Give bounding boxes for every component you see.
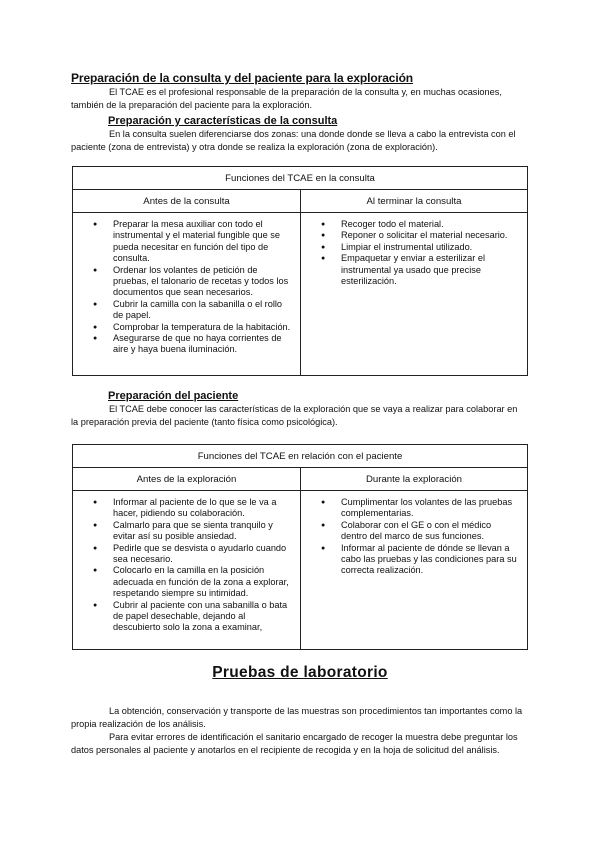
laboratorio-paragraph-2: Para evitar errores de identificación el sanitario encargado de recoger la muestra debe preguntar los datos personales al paciente y anotarlos en el recipiente de recogida y en la hoja de solicitud del análisis.: [71, 732, 518, 756]
list-item: ● Pedirle que se desvista o ayudarlo cuando sea necesario.: [113, 543, 292, 566]
list-item: ● Comprobar la temperatura de la habitación.: [113, 322, 292, 333]
left-cell: [73, 213, 301, 376]
section-title-laboratorio: Pruebas de laboratorio: [212, 664, 388, 681]
right-cell: [301, 491, 528, 650]
list-item: ● Cumplimentar los volantes de las pruebas complementarias.: [341, 497, 519, 520]
list-item: ● Preparar la mesa auxiliar con todo el instrumental y el material fungible que se pueda necesitar en función del tipo de consulta.: [113, 219, 292, 265]
list-item: ● Reponer o solicitar el material necesario.: [341, 230, 519, 241]
table-title: Funciones del TCAE en la consulta: [73, 167, 528, 190]
list-item: ● Recoger todo el material.: [341, 219, 519, 230]
list-item: ● Informar al paciente de lo que se le va a hacer, pidiendo su colaboración.: [113, 497, 292, 520]
list-item: ● Cubrir la camilla con la sabanilla o el rollo de papel.: [113, 299, 292, 322]
list-item: ● Ordenar los volantes de petición de pruebas, el talonario de recetas y todos los documentos que sean necesarios.: [113, 265, 292, 299]
list-item: ● Colaborar con el GE o con el médico dentro del marco de sus funciones.: [341, 520, 519, 543]
list-item: ● Colocarlo en la camilla en la posición adecuada en función de la zona a explorar, respetando siempre su intimidad.: [113, 565, 292, 599]
table-title: Funciones del TCAE en relación con el paciente: [73, 445, 528, 468]
bullet-list: [301, 491, 527, 581]
table-paciente: [72, 444, 528, 650]
bullet-list: [73, 213, 300, 360]
table-consulta: [72, 166, 528, 376]
list-item: ● Limpiar el instrumental utilizado.: [341, 242, 519, 253]
list-item: ● Asegurarse de que no haya corrientes de aire y haya buena iluminación.: [113, 333, 292, 356]
right-cell: [301, 213, 528, 376]
list-item: ● Cubrir al paciente con una sabanilla o bata de papel desechable, dejando al descubierto solo la zona a examinar,: [113, 600, 292, 634]
column-header-right: Durante la exploración: [301, 468, 528, 491]
column-header-left: Antes de la exploración: [73, 468, 301, 491]
list-item: ● Informar al paciente de dónde se llevan a cabo las pruebas y las condiciones para su correcta realización.: [341, 543, 519, 577]
list-item: ● Calmarlo para que se sienta tranquilo y evitar así su posible ansiedad.: [113, 520, 292, 543]
bullet-list: [301, 213, 527, 291]
section-title: Preparación de la consulta y del paciente para la exploración: [71, 71, 414, 85]
subsection-title-consulta: Preparación y características de la consulta: [108, 115, 338, 127]
paciente-description: El TCAE debe conocer las características de la exploración que se vaya a realizar para colaborar en la preparación previa del paciente (tanto física como psicológica).: [71, 404, 518, 428]
column-header-right: Al terminar la consulta: [301, 190, 528, 213]
left-cell: [73, 491, 301, 650]
bullet-list: [73, 491, 300, 638]
laboratorio-paragraph-1: La obtención, conservación y transporte de las muestras son procedimientos tan importantes como la propia realización de los análisis.: [71, 706, 523, 730]
consulta-description: En la consulta suelen diferenciarse dos zonas: una donde donde se lleva a cabo la entrevista con el paciente (zona de entrevista) y otra donde se realiza la exploración (zona de exploración).: [71, 129, 516, 153]
column-header-left: Antes de la consulta: [73, 190, 301, 213]
intro-paragraph: El TCAE es el profesional responsable de la preparación de la consulta y, en muchas ocasiones, también de la preparación del paciente para la exploración.: [71, 87, 502, 111]
subsection-title-paciente: Preparación del paciente: [108, 390, 239, 402]
list-item: ● Empaquetar y enviar a esterilizar el instrumental ya usado que precise esterilización.: [341, 253, 519, 287]
